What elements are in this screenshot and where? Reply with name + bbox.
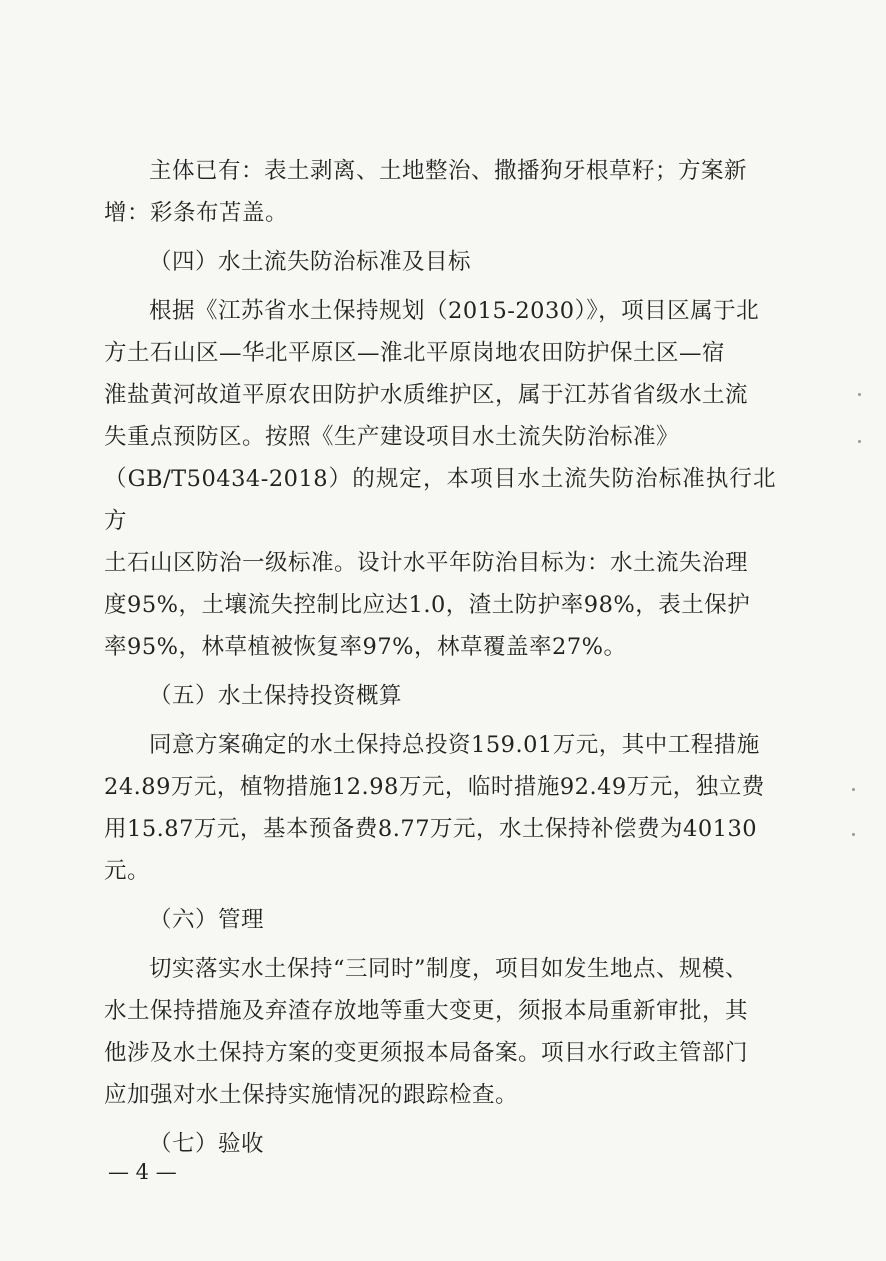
- scan-speck: [858, 440, 861, 443]
- text-line: 率95%，林草植被恢复率97%，林草覆盖率27%。: [104, 634, 627, 660]
- scan-speck: [852, 833, 855, 836]
- text-line: 用15.87万元，基本预备费8.77万元，水土保持补偿费为40130: [104, 816, 758, 842]
- section-heading-management: （六）管理: [149, 907, 265, 933]
- text-line: 主体已有：表土剥离、土地整治、撒播狗牙根草籽；方案新: [149, 158, 748, 184]
- paragraph-standards: [104, 290, 776, 668]
- paragraph-scope-continued: [104, 150, 776, 234]
- text-line: 切实落实水土保持“三同时”制度，项目如发生地点、规模、: [149, 956, 749, 982]
- text-line: 根据《江苏省水土保持规划（2015-2030）》，项目区属于北: [149, 298, 760, 324]
- text-line: 应加强对水土保持实施情况的跟踪检查。: [104, 1082, 519, 1108]
- paragraph-management: [104, 948, 776, 1116]
- text-line: （GB/T50434-2018）的规定，本项目水土流失防治标准执行北方: [104, 466, 776, 534]
- text-line: 度95%，土壤流失控制比应达1.0，渣土防护率98%，表土保护: [104, 592, 751, 618]
- text-line: 同意方案确定的水土保持总投资159.01万元，其中工程措施: [149, 732, 760, 758]
- text-line: 增：彩条布苫盖。: [104, 200, 289, 226]
- scan-speck: [852, 788, 855, 791]
- text-line: 淮盐黄河故道平原农田防护水质维护区，属于江苏省省级水土流: [104, 382, 749, 408]
- section-heading-acceptance: （七）验收: [149, 1131, 265, 1157]
- text-line: 水土保持措施及弃渣存放地等重大变更，须报本局重新审批，其: [104, 998, 749, 1024]
- section-heading-standards: （四）水土流失防治标准及目标: [149, 249, 472, 275]
- page-number: — 4 —: [108, 1160, 177, 1184]
- text-line: 他涉及水土保持方案的变更须报本局备案。项目水行政主管部门: [104, 1040, 749, 1066]
- text-line: 元。: [104, 858, 151, 884]
- paragraph-investment: [104, 724, 776, 892]
- scan-speck: [858, 393, 861, 396]
- text-line: 土石山区防治一级标准。设计水平年防治目标为：水土流失治理: [104, 550, 749, 576]
- text-line: 失重点预防区。按照《生产建设项目水土流失防治标准》: [104, 424, 680, 450]
- text-line: 方土石山区—华北平原区—淮北平原岗地农田防护保土区—宿: [104, 340, 726, 366]
- document-body: [104, 150, 776, 1165]
- section-heading-investment: （五）水土保持投资概算: [149, 683, 403, 709]
- text-line: 24.89万元，植物措施12.98万元，临时措施92.49万元，独立费: [104, 774, 765, 800]
